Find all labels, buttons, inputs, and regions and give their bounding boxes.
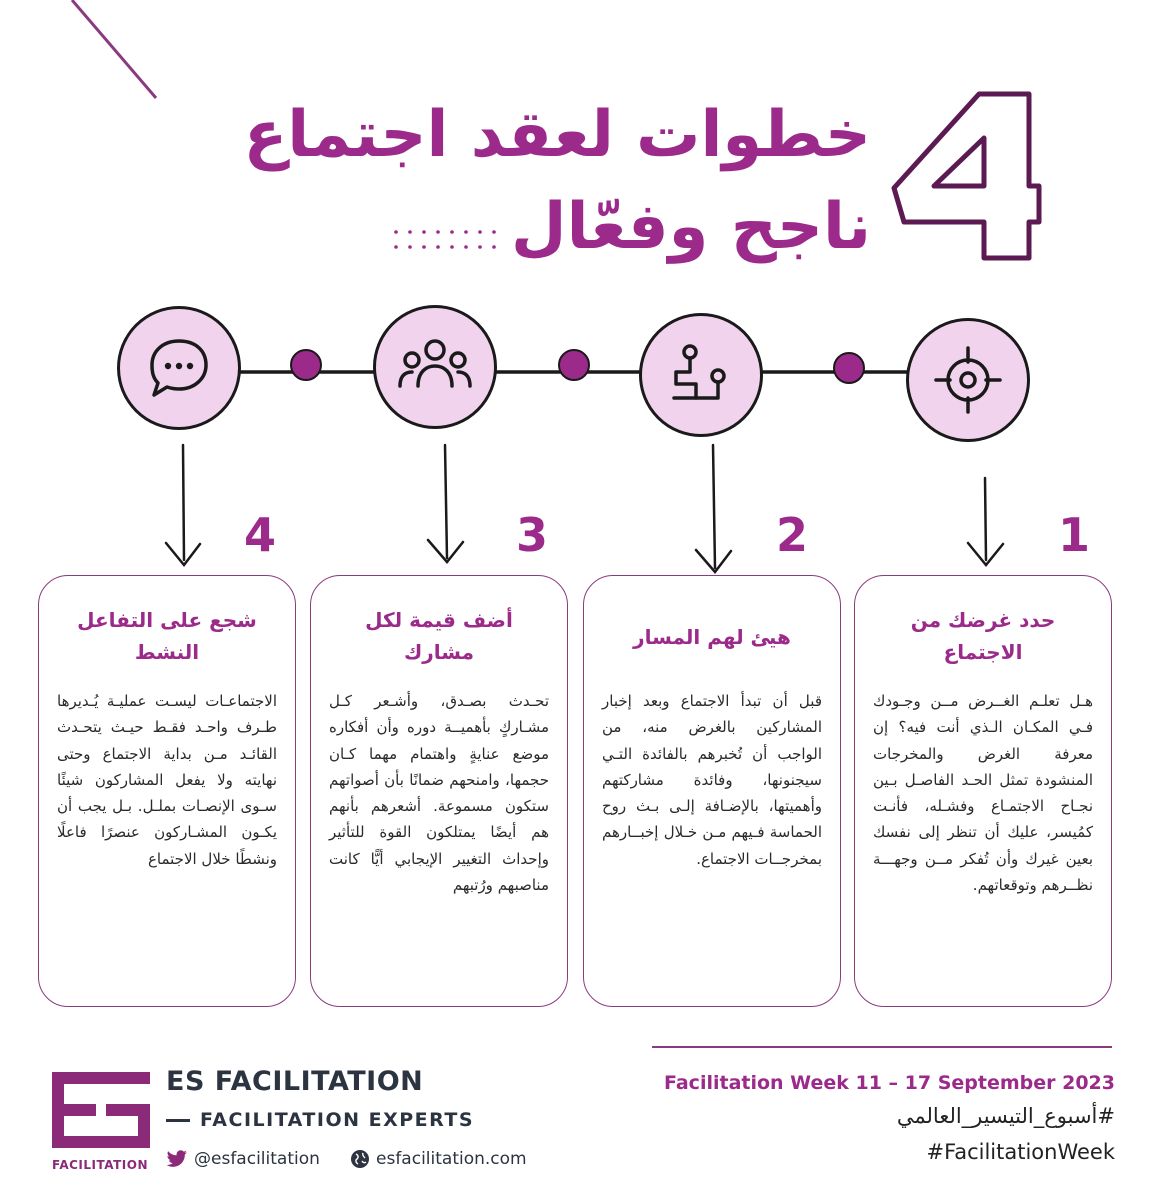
step-card-2 [583,575,841,1007]
twitter-handle[interactable] [166,1149,320,1169]
event-dates: Facilitation Week 11 – 17 September 2023 [664,1072,1115,1094]
arrow-step-3 [428,445,463,562]
website-text: esfacilitation.com [376,1149,527,1169]
globe-icon [350,1149,370,1169]
brand-name: ES FACILITATION [166,1066,424,1097]
step-4-icon-circle [117,306,241,430]
brand-tagline [166,1109,474,1131]
step-3-icon-circle [373,305,497,429]
step-title: هيئ لهم المسار [633,625,791,649]
chat-bubble-icon [146,335,212,401]
step-body: قبل أن تبدأ الاجتماع وبعد إخبار المشاركين بالغرض منه، من الواجب أن تُخبرهم بالفائدة التـي سيجنونها، وفائدة مشاركتهم وأهميتها، بالإضـافة إلـى بـث روح الحماسة فـيهم مـن خـلال إخبــارهم بمخرجــات الاجتماع. [602,692,822,868]
step-title: أضف قيمة لكل مشارك [365,608,513,664]
logo-caption: FACILITATION [52,1158,148,1172]
website-link[interactable] [350,1149,527,1169]
step-title: شجع على التفاعل النشط [77,608,257,664]
step-card-4 [38,575,296,1007]
step-2-icon-circle [639,313,763,437]
step-number-1: 1 [1058,508,1091,562]
step-body: هـل تعلـم الغــرض مــن وجـودك فـي المكـان الـذي أنت فيه؟ إن معرفة الغرض والمخرجات المنشودة تمثل الحـد الفاصـل بـين نجـاح الاجتمـاع وفشـله، فأنـت كمُيسر، عليك أن تنظر إلى نفسك بعين غيرك وأن تُفكر مــن وجهـــة نظــرهم وتوقعاتهم. [873,692,1093,895]
timeline-dot [834,353,864,383]
step-title: حدد غرضك من الاجتماع [910,608,1056,664]
step-card-1 [854,575,1112,1007]
es-logo-icon [52,1072,150,1154]
footer-divider [652,1046,1112,1048]
step-number-3: 3 [516,508,549,562]
page-title-line-2: ناجح وفعّال [511,190,871,264]
timeline-dot [559,350,589,380]
arrow-step-4 [166,445,200,565]
path-icon [666,340,736,410]
step-number-4: 4 [244,508,277,562]
brand-tagline-text: FACILITATION EXPERTS [200,1109,475,1131]
arrow-step-2 [696,445,731,572]
timeline-dot [291,350,321,380]
arrow-step-1 [968,478,1003,565]
step-body: تحـدث بصـدق، وأشـعر كـل مشـاركٍ بأهميــة دوره وأن أفكاره موضع عنايةٍ واهتمام مهما كـان حجمها، وامنحهم ضمانًا بأن أصواتهم ستكون مسموعة. أشعرهم بأنهم هم أيضًا يمتلكون القوة للتأثير وإحداث التغيير الإيجابي أيًّا كانت مناصبهم ورُتبهم [329,692,549,895]
hashtag-english[interactable]: #FacilitationWeek [926,1140,1115,1164]
step-card-3 [310,575,568,1007]
twitter-handle-text: @esfacilitation [194,1149,320,1169]
twitter-icon [166,1150,188,1168]
page-title-line-1: خطوات لعقد اجتماع [243,98,871,172]
step-body: الاجتماعـات ليسـت عمليـة يُـديرها طـرف واحـد فقـط حيـث يتحـدث القائـد مـن بداية الاجتماع وحتى نهايته ولا يفعل المشاركون شيئًا سـوى الإنصـات بملـل. بـل يجب أن يكـون المشـاركون عنصرًا فاعلًا ونشطًا خلال الاجتماع [57,692,277,868]
people-icon [396,334,474,400]
step-number-2: 2 [776,508,809,562]
step-1-icon-circle [906,318,1030,442]
target-icon [932,344,1004,416]
hashtag-arabic[interactable]: #أسبوع_التيسير_العالمي [896,1104,1115,1128]
